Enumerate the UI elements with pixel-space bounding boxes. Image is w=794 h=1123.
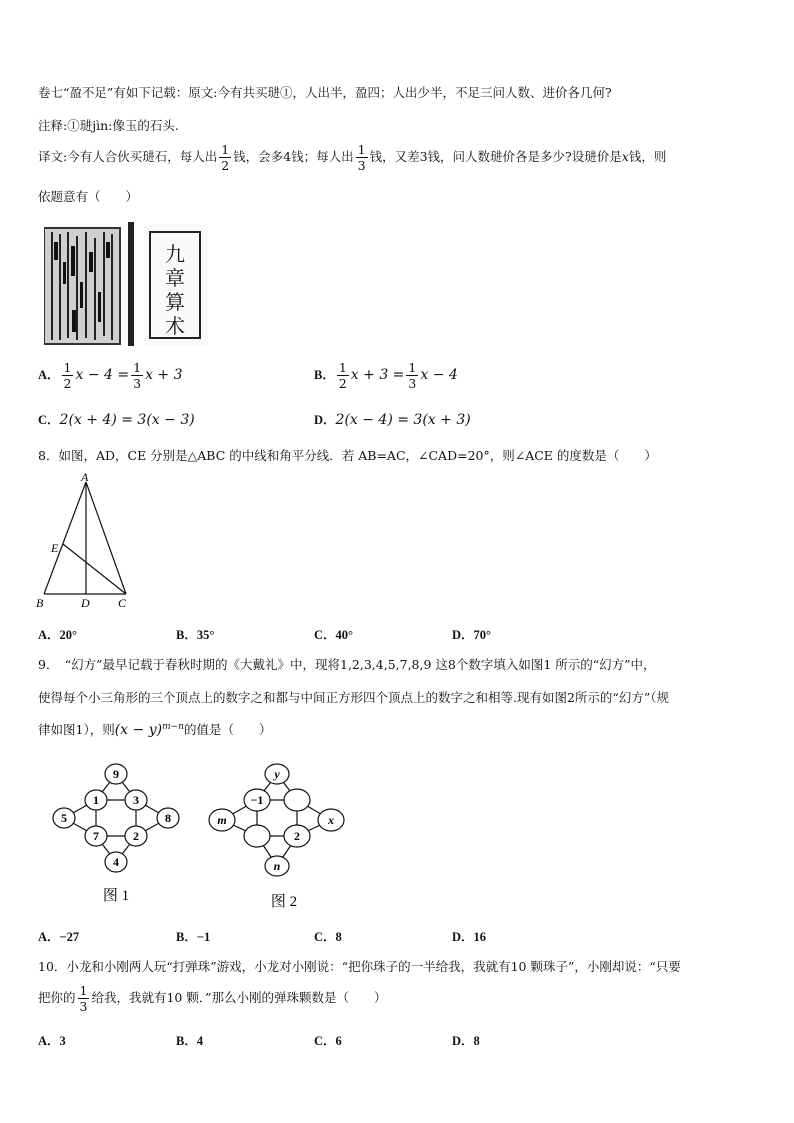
book-title-char: 术: [165, 314, 185, 338]
magic-square-figure-2: [204, 760, 354, 920]
q10-option-b[interactable]: B．4: [176, 1034, 204, 1048]
q7-translation-line2: 依题意有（ ）: [38, 189, 139, 204]
q8-option-b[interactable]: B．35°: [176, 628, 215, 642]
q9-option-a[interactable]: A．−27: [38, 930, 80, 944]
fig1-node-tr: 3: [133, 793, 139, 807]
q10-option-d[interactable]: D．8: [452, 1034, 480, 1048]
triangle-figure: [30, 470, 140, 615]
q8-option-a[interactable]: A．20°: [38, 628, 78, 642]
label-d: D: [81, 596, 90, 610]
fig2-node-tl: −1: [250, 793, 264, 807]
fig2-node-right: x: [328, 813, 334, 827]
q9-line3: [38, 720, 271, 738]
fig1-node-top: 9: [113, 767, 119, 781]
q9-option-d[interactable]: D．16: [452, 930, 487, 944]
q9-line3-a: 律如图1），则: [38, 722, 115, 737]
fig1-node-left: 5: [61, 811, 67, 825]
magic-square-figure-1: [44, 760, 189, 915]
fraction-half: $\frac{1}{2}$: [221, 142, 230, 173]
fig1-caption: 图 1: [102, 888, 130, 904]
q10-line1: 10．小龙和小刚两人玩“打弹珠”游戏，小龙对小刚说：“把你珠子的一半给我，我就有10 颗珠子”，小刚却说：“只要: [38, 959, 681, 974]
q7-trans-b: 钱，会多4钱；每人出: [233, 149, 354, 164]
q8-option-d[interactable]: D．70°: [452, 628, 492, 642]
side-ac: [86, 482, 126, 594]
label-e: E: [51, 541, 59, 555]
q7-option-d[interactable]: D．2(x − 4) = 3(x + 3): [314, 412, 471, 428]
q9-line2: 使得每个小三角形的三个顶点上的数字之和都与中间正方形四个顶点上的数字之和相等.现有如图2所示的“幻方”（规: [38, 690, 669, 705]
fig1-node-bl: 7: [93, 829, 99, 843]
q7-option-b[interactable]: B． $\frac{1}{2}$ x + 3 = $\frac{1}{3}$ x − 4: [314, 360, 458, 391]
book-title-char: 章: [165, 266, 185, 290]
book-photo: [44, 222, 208, 346]
book-title: [157, 242, 193, 338]
side-ab: [44, 482, 86, 594]
q10-line2-a: 把你的: [38, 990, 76, 1005]
q7-option-a[interactable]: A． $\frac{1}{2}$ x − 4 = $\frac{1}{3}$ x + 3: [38, 360, 183, 391]
q7-trans-d: 钱，则: [628, 149, 667, 164]
q7-text-line1: 卷七“盈不足”有如下记载：原文:今有共买琎①，人出半，盈四；人出少半，不足三问人数、进价各几何?: [38, 85, 612, 100]
q10-option-a[interactable]: A．3: [38, 1034, 66, 1048]
fig2-node-bottom: n: [273, 859, 281, 873]
q8-option-c[interactable]: C．40°: [314, 628, 354, 642]
q9-line3-b: 的值是（ ）: [183, 722, 272, 737]
fig1-node-right: 8: [165, 811, 171, 825]
label-b: B: [36, 596, 44, 610]
fig2-node-top: y: [274, 767, 280, 781]
label-a: A: [81, 470, 89, 484]
q7-note: 注释:①琎jìn:像玉的石头.: [38, 118, 179, 133]
book-title-char: 九: [165, 242, 185, 266]
q7-translation-line1: [38, 142, 666, 173]
q9-exponent: m−n: [162, 721, 184, 732]
q7-option-c[interactable]: C．2(x + 4) = 3(x − 3): [38, 412, 195, 428]
fig2-node-left: m: [217, 813, 227, 827]
q7-trans-var: x: [621, 149, 629, 164]
q9-expression: (x − y): [114, 722, 163, 738]
q7-trans-a: 译文:今有人合伙买琎石，每人出: [38, 149, 218, 164]
fig1-node-tl: 1: [93, 793, 99, 807]
q8-stem: 8．如图，AD，CE 分别是△ABC 的中线和角平分线．若 AB=AC，∠CAD=20°，则∠ACE 的度数是（ ）: [38, 448, 657, 463]
q10-option-c[interactable]: C．6: [314, 1034, 342, 1048]
fig1-node-bottom: 4: [113, 855, 119, 869]
fig1-node-br: 2: [133, 829, 139, 843]
fraction-third: $\frac{1}{3}$: [357, 142, 366, 173]
book-title-char: 算: [165, 290, 185, 314]
label-c: C: [118, 596, 127, 610]
q9-option-b[interactable]: B．−1: [176, 930, 211, 944]
q9-line1: 9． “幻方”最早记载于春秋时期的《大戴礼》中，现将1,2,3,4,5,7,8,9 这8个数字填入如图1 所示的“幻方”中，: [38, 657, 656, 672]
fig2-caption: 图 2: [270, 894, 298, 910]
fraction-third: $\frac{1}{3}$: [79, 983, 88, 1014]
q9-option-c[interactable]: C．8: [314, 930, 342, 944]
q10-line2: [38, 983, 387, 1014]
q7-trans-c: 钱，又差3钱，问人数琎价各是多少?设琎价是: [369, 149, 622, 164]
q10-line2-b: 给我，我就有10 颗．”那么小刚的弹珠颗数是（ ）: [91, 990, 387, 1005]
fig2-node-br: 2: [294, 829, 300, 843]
